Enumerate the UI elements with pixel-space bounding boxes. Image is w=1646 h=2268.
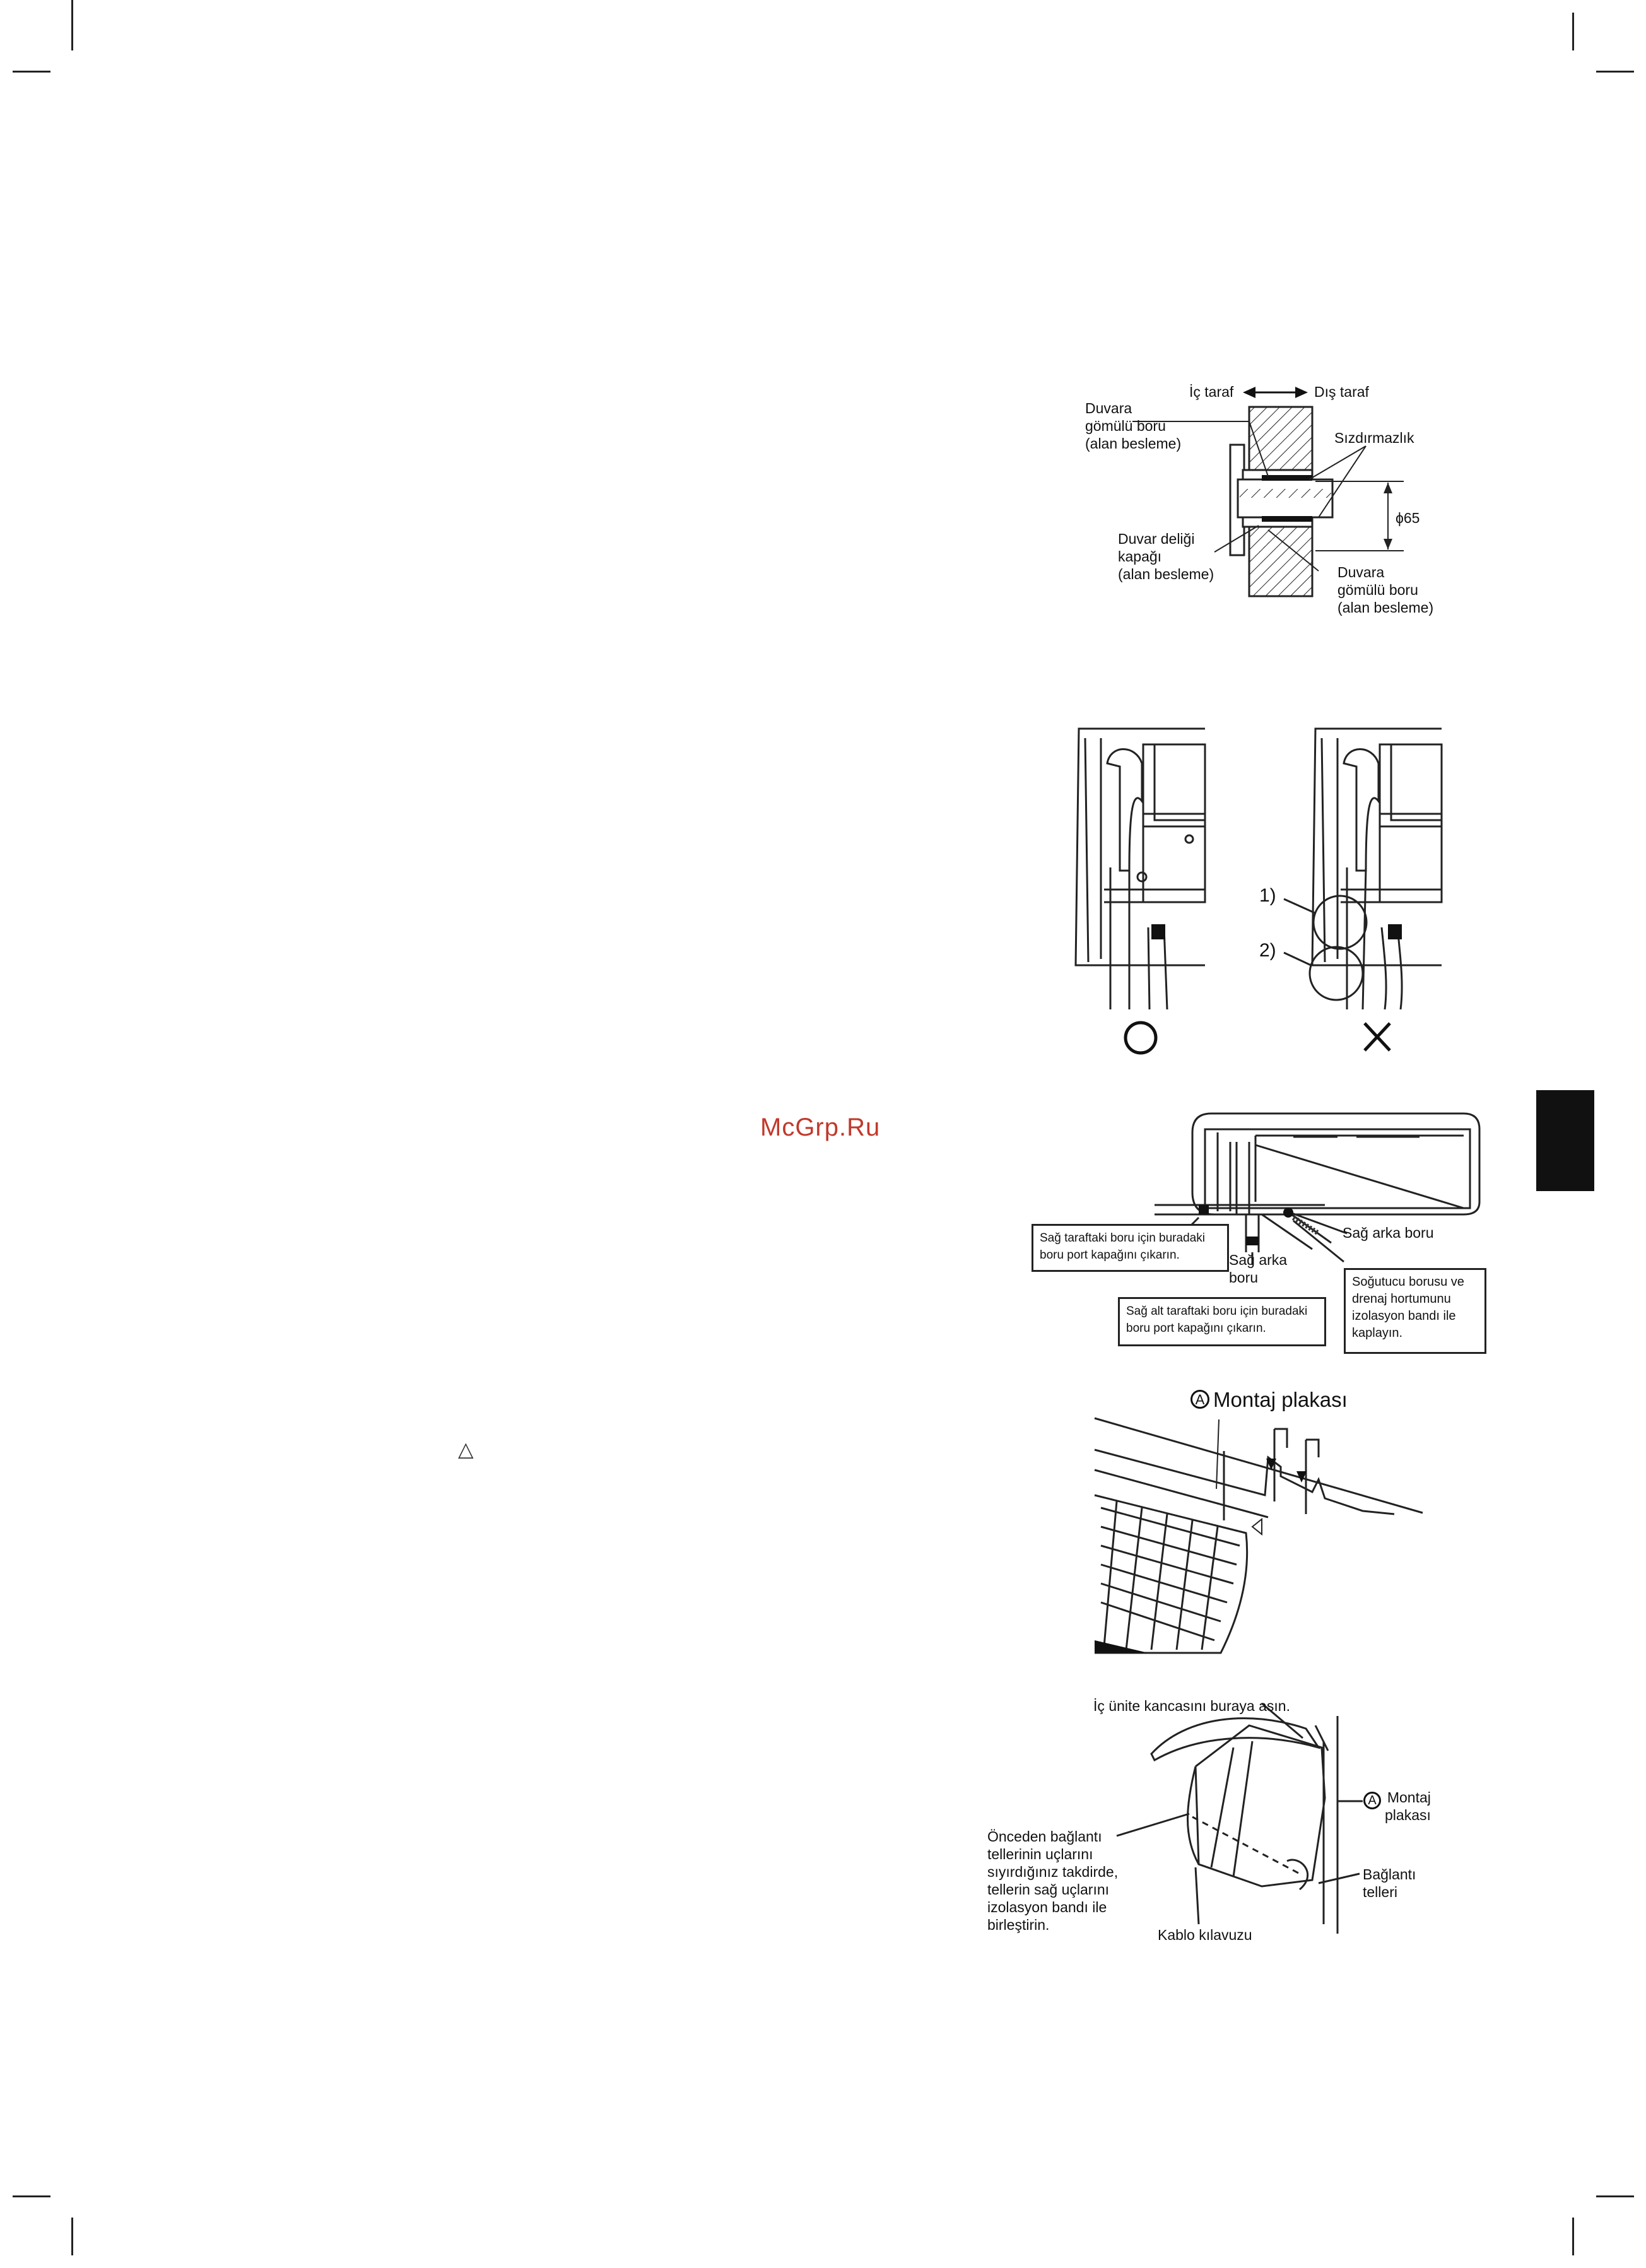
mark-2: 2) — [1259, 940, 1276, 961]
label-mounting-plate-small: Montaj plakası — [1385, 1789, 1431, 1823]
label-embedded-pipe-top: Duvara gömülü boru (alan besleme) — [1085, 400, 1182, 452]
section-tab — [1536, 1090, 1594, 1191]
note-right-bottom-pipe: Sağ alt taraftaki boru için buradaki boru port kapağını çıkarın. — [1118, 1297, 1326, 1346]
marker-a-letter: A — [1368, 1794, 1377, 1807]
crop-mark — [13, 71, 50, 73]
label-diameter: ϕ65 — [1396, 510, 1420, 526]
crop-mark — [1572, 2218, 1574, 2255]
crop-mark — [1596, 71, 1634, 73]
marker-a-letter: A — [1195, 1392, 1205, 1407]
mark-1: 1) — [1259, 885, 1276, 906]
label-cable-guide: Kablo kılavuzu — [1158, 1927, 1252, 1943]
marker-a-icon — [1190, 1390, 1209, 1409]
cross-icon — [1365, 1023, 1390, 1050]
marker-a-icon — [1363, 1792, 1381, 1809]
crop-mark — [1596, 2195, 1634, 2197]
triangle-mark: △ — [458, 1438, 474, 1460]
note-wrap-pipe: Soğutucu borusu ve drenaj hortumunu izolasyon bandı ile kaplayın. — [1344, 1268, 1486, 1354]
label-wall-hole-cover: Duvar deliği kapağı (alan besleme) — [1118, 531, 1214, 582]
label-inside: İç taraf — [1189, 384, 1234, 400]
label-strip-wires: Önceden bağlantı tellerinin uçlarını sıyırdığınız takdirde, tellerin sağ uçlarını izolasyon bandı ile birleştirin. — [987, 1828, 1119, 1933]
label-outside: Dış taraf — [1314, 384, 1369, 400]
label-mounting-plate: Montaj plakası — [1213, 1388, 1348, 1411]
label-seal: Sızdırmazlık — [1334, 430, 1414, 446]
watermark: McGrp.Ru — [760, 1113, 881, 1141]
label-hook: İç ünite kancasını buraya asın. — [1093, 1698, 1290, 1714]
label-rear-right-pipe-b: Sağ arka boru — [1343, 1225, 1434, 1241]
label-rear-right-pipe-a: Sağ arka boru — [1229, 1252, 1288, 1286]
label-embedded-pipe-bottom: Duvara gömülü boru (alan besleme) — [1337, 564, 1434, 616]
crop-mark — [13, 2195, 50, 2197]
circle-icon — [1126, 1023, 1156, 1053]
crop-mark — [1572, 13, 1574, 50]
note-right-side-pipe: Sağ taraftaki boru için buradaki boru port kapağını çıkarın. — [1032, 1224, 1229, 1272]
label-connection-wires: Bağlantı telleri — [1363, 1866, 1416, 1900]
crop-mark — [71, 2218, 73, 2255]
crop-mark — [71, 0, 73, 50]
